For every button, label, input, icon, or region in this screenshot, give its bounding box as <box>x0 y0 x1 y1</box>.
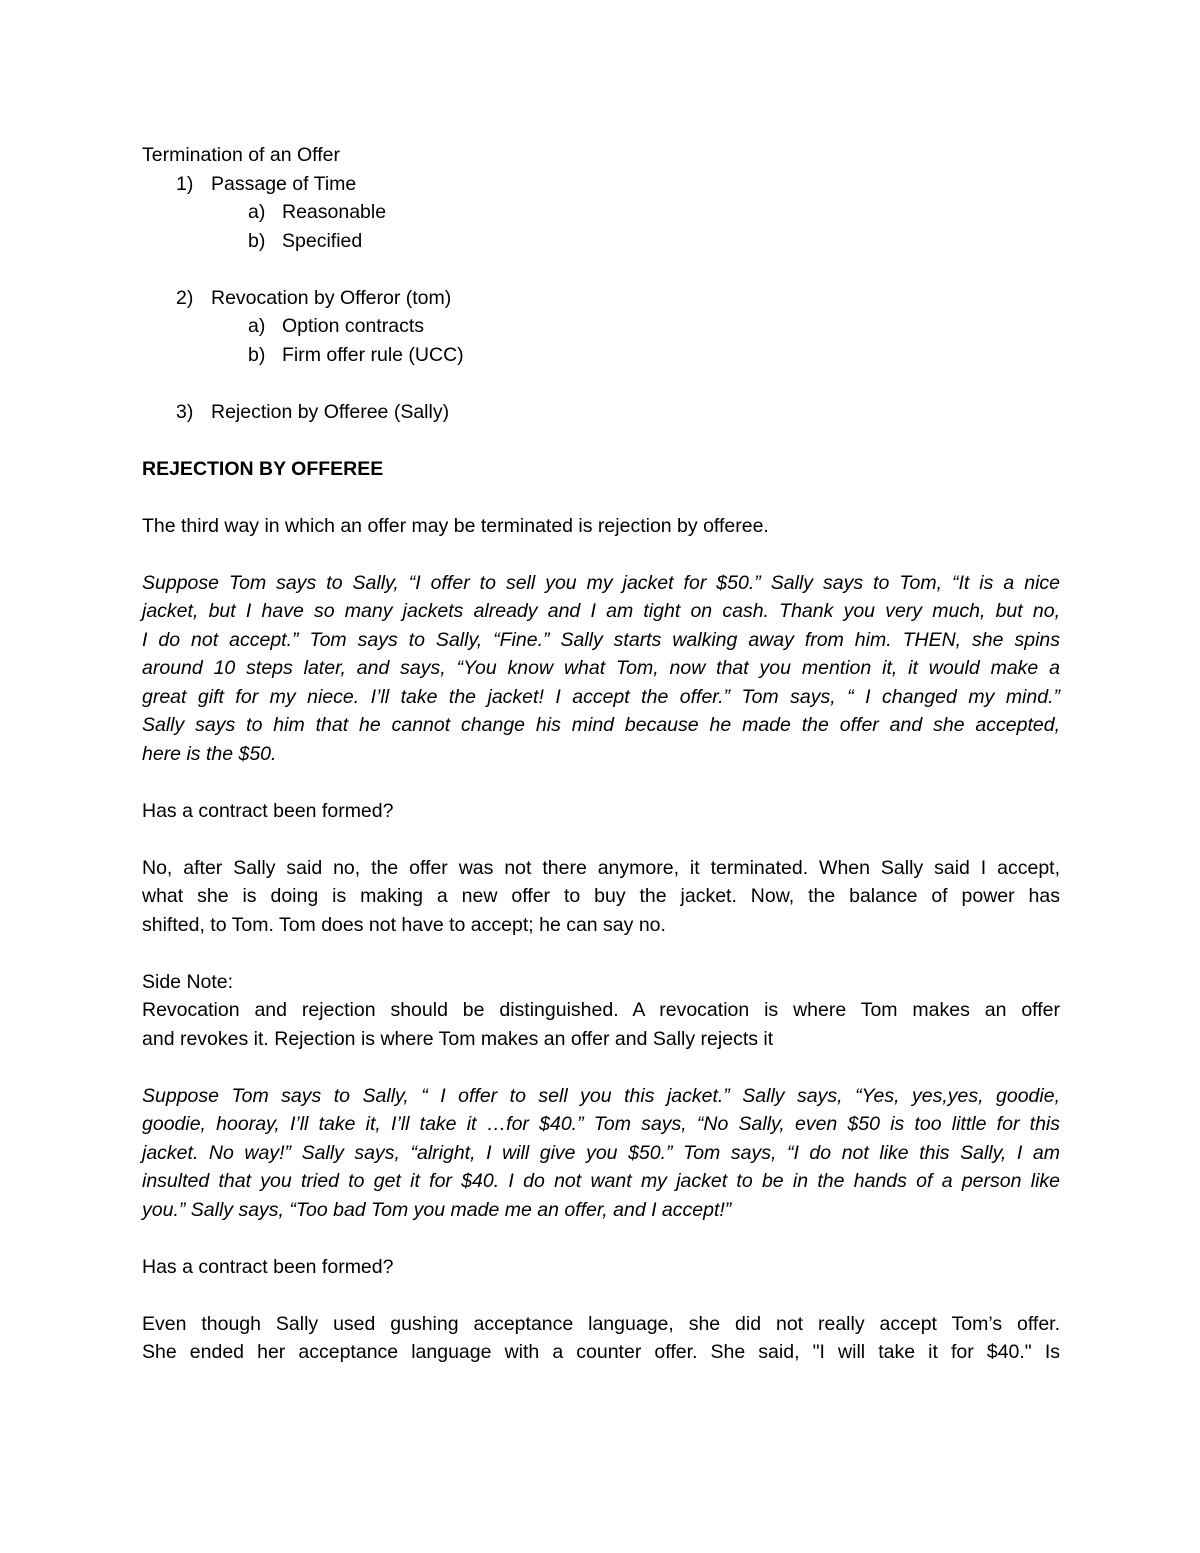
text-line: insulted that you tried to get it for $40. I do not want my jacket to be in the hands of a person like <box>142 1170 1060 1192</box>
section-heading: REJECTION BY OFFEREE <box>142 457 384 480</box>
text-line: shifted, to Tom. Tom does not have to accept; he can say no. <box>142 913 666 936</box>
question-1: Has a contract been formed? <box>142 799 394 822</box>
outline-sub-number: b) <box>248 343 266 366</box>
text-line: jacket. No way!” Sally says, “alright, I will give you $50.” Tom says, “I do not like this Sally, I am <box>142 1141 1060 1164</box>
outline-number: 2) <box>176 286 194 309</box>
answer-1-paragraph <box>142 854 1060 940</box>
outline-number: 3) <box>176 400 194 423</box>
text-line: here is the $50. <box>142 742 277 765</box>
text-line: great gift for my niece. I’ll take the jacket! I accept the offer.” Tom says, “ I changed my mind.” <box>142 685 1060 708</box>
text-line: around 10 steps later, and says, “You know what Tom, now that you mention it, it would make a <box>142 657 1060 679</box>
text-line: Suppose Tom says to Sally, “I offer to sell you my jacket for $50.” Sally says to Tom, “It is a nice <box>142 571 1060 594</box>
question-2: Has a contract been formed? <box>142 1255 394 1278</box>
text-line: Even though Sally used gushing acceptance language, she did not really accept Tom’s offer. <box>142 1312 1060 1335</box>
outline-item-2 <box>142 284 1060 370</box>
text-line: Suppose Tom says to Sally, “ I offer to sell you this jacket.” Sally says, “Yes, yes,yes, goodie, <box>142 1084 1060 1107</box>
text-line: She ended her acceptance language with a counter offer. She said, "I will take it for $40." Is <box>142 1341 1060 1363</box>
outline-item-1 <box>142 170 1060 256</box>
outline-sub-label: Specified <box>282 229 363 252</box>
side-note-label: Side Note: <box>142 970 234 993</box>
side-note-paragraph <box>142 996 1060 1053</box>
text-line: Sally says to him that he cannot change his mind because he made the offer and she accepted, <box>142 714 1060 736</box>
outline-label: Passage of Time <box>211 172 357 195</box>
example-2-paragraph <box>142 1082 1060 1225</box>
intro-paragraph: The third way in which an offer may be terminated is rejection by offeree. <box>142 514 769 537</box>
outline-number: 1) <box>176 172 194 195</box>
document-body <box>142 141 1060 1367</box>
text-line: and revokes it. Rejection is where Tom makes an offer and Sally rejects it <box>142 1027 774 1050</box>
text-line: I do not accept.” Tom says to Sally, “Fine.” Sally starts walking away from him. THEN, she spins <box>142 628 1060 651</box>
text-line: goodie, hooray, I’ll take it, I’ll take it …for $40.” Tom says, “No Sally, even $50 is too little for this <box>142 1113 1060 1135</box>
outline-label: Rejection by Offeree (Sally) <box>211 400 450 423</box>
outline-item-3 <box>142 398 1060 427</box>
example-1-paragraph <box>142 569 1060 769</box>
text-line: jacket, but I have so many jackets already and I am tight on cash. Thank you very much, but no, <box>142 600 1060 622</box>
text-line: what she is doing is making a new offer to buy the jacket. Now, the balance of power has <box>142 885 1060 907</box>
answer-2-paragraph <box>142 1310 1060 1367</box>
outline-sub-number: b) <box>248 229 266 252</box>
outline-sub-label: Option contracts <box>282 315 424 337</box>
text-line: No, after Sally said no, the offer was not there anymore, it terminated. When Sally said I accept, <box>142 856 1060 879</box>
outline-sub-number: a) <box>248 315 266 337</box>
text-line: you.” Sally says, “Too bad Tom you made me an offer, and I accept!” <box>142 1198 732 1221</box>
text-line: Revocation and rejection should be distinguished. A revocation is where Tom makes an offer <box>142 999 1060 1021</box>
outline-sub-label: Reasonable <box>282 201 387 223</box>
outline-label: Revocation by Offeror (tom) <box>211 286 452 309</box>
document-title: Termination of an Offer <box>142 144 340 166</box>
outline-sub-label: Firm offer rule (UCC) <box>282 343 464 366</box>
outline-sub-number: a) <box>248 201 266 223</box>
